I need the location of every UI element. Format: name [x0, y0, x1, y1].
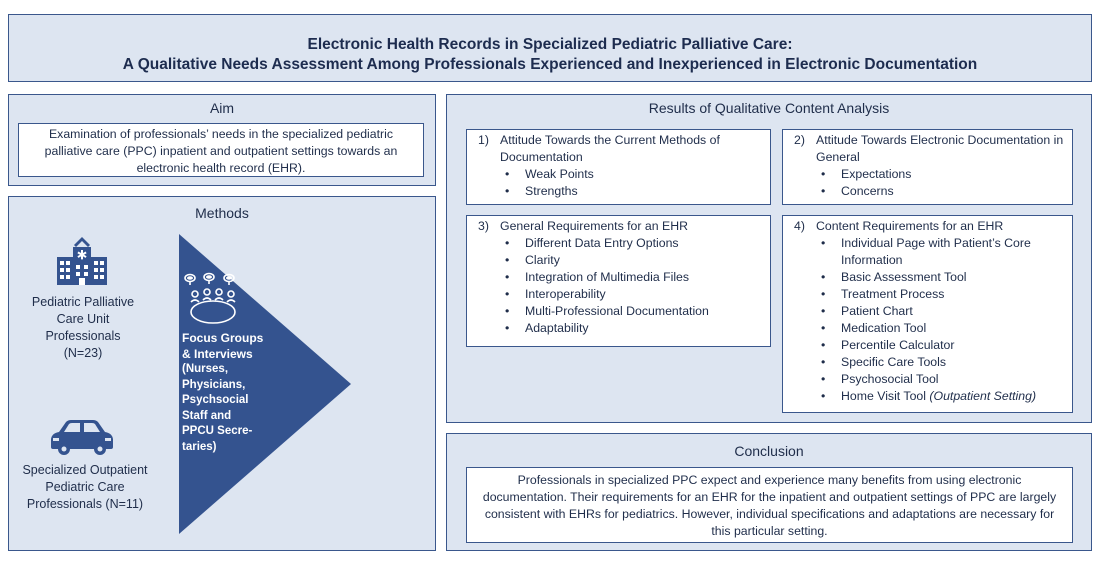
results-box-4: [782, 215, 1073, 413]
title-banner: [8, 14, 1092, 82]
conclusion-text-box: [466, 467, 1073, 543]
aim-heading: Aim: [209, 100, 235, 116]
list-item: • Multi-Professional Documentation: [500, 303, 764, 320]
focus-group-icon: [183, 272, 243, 332]
participants-line-3: Psychsocial: [182, 394, 249, 406]
title-line-1: Electronic Health Records in Specialized Pediatric Palliative Care:: [307, 36, 793, 53]
list-item: • Specific Care Tools: [816, 354, 1066, 371]
outpatient-label-line-1: Specialized Outpatient: [22, 463, 148, 477]
focus-groups-label: Focus Groups: [182, 331, 264, 345]
outpatient-professionals-label: [9, 462, 161, 513]
outpatient-label-line-2: Pediatric Care: [45, 480, 125, 494]
methods-heading: Methods: [195, 205, 249, 221]
list-item: • Clarity: [500, 252, 764, 269]
hospital-icon: [53, 235, 111, 287]
list-item: • Individual Page with Patient’s Core Information: [816, 235, 1066, 269]
ppcu-label-line-2: Care Unit: [56, 312, 110, 326]
car-icon: [49, 419, 115, 455]
conclusion-panel: [446, 433, 1092, 551]
box-3-title: General Requirements for an EHR: [500, 219, 688, 233]
participants-line-5: PPCU Secre-: [182, 425, 253, 437]
list-item: • Treatment Process: [816, 286, 1066, 303]
list-item: • Interoperability: [500, 286, 764, 303]
aim-text-box: [18, 123, 424, 177]
participants-line-1: (Nurses,: [182, 363, 229, 375]
home-visit-label: Home Visit Tool: [841, 389, 930, 403]
ppcu-label-line-1: Pediatric Palliative: [31, 295, 135, 309]
outpatient-label-line-3: Professionals (N=11): [26, 497, 144, 511]
results-box-1: [466, 129, 771, 205]
list-item: • Weak Points: [500, 166, 764, 183]
box-4-number: 4): [794, 219, 805, 233]
list-item: • Adaptability: [500, 320, 764, 337]
box-2-title: Attitude Towards Electronic Documentation in General: [816, 133, 1064, 164]
list-item: • Strengths: [500, 183, 764, 200]
box-4-title: Content Requirements for an EHR: [816, 219, 1004, 233]
aim-panel: [8, 94, 436, 186]
list-item: • Percentile Calculator: [816, 337, 1066, 354]
methods-triangle-text: [182, 331, 282, 455]
conclusion-text: Professionals in specialized PPC expect and experience many benefits from using electronic documentation. Their requirements for an EHR for the inpatient and outpatient settings of PPC are largely consistent with EHRs for pediatrics. However, individual specifications and adaptations are necessary for this particular setting.: [482, 473, 1057, 538]
aim-text: Examination of professionals’ needs in the specialized pediatric palliative care (PPC) inpatient and outpatient settings towards an electronic health record (EHR).: [44, 127, 398, 175]
list-item: • Integration of Multimedia Files: [500, 269, 764, 286]
conclusion-heading: Conclusion: [734, 443, 804, 459]
box-1-title: Attitude Towards the Current Methods of Documentation: [500, 133, 720, 164]
results-heading: Results of Qualitative Content Analysis: [648, 100, 890, 116]
list-item: • Concerns: [816, 183, 1066, 200]
list-item: • Expectations: [816, 166, 1066, 183]
box-2-number: 2): [794, 133, 805, 147]
ppcu-professionals-label: [15, 294, 151, 362]
list-item: • Basic Assessment Tool: [816, 269, 1066, 286]
list-item: • Different Data Entry Options: [500, 235, 764, 252]
participants-line-4: Staff and: [182, 409, 232, 422]
list-item: • Medication Tool: [816, 320, 1066, 337]
box-3-number: 3): [478, 219, 489, 233]
list-item: • Patient Chart: [816, 303, 1066, 320]
participants-line-6: taries): [182, 440, 217, 453]
home-visit-setting: (Outpatient Setting): [929, 389, 1037, 403]
box-1-number: 1): [478, 133, 489, 147]
ppcu-label-line-4: (N=23): [63, 346, 103, 360]
results-box-3: [466, 215, 771, 347]
interviews-label: & Interviews: [182, 346, 253, 361]
results-box-2: [782, 129, 1073, 205]
ppcu-label-line-3: Professionals: [45, 329, 121, 343]
list-item-home-visit: [816, 388, 1066, 405]
title-line-2: A Qualitative Needs Assessment Among Professionals Experienced and Inexperienced in Electronic Documentation: [122, 56, 978, 73]
results-panel: [446, 94, 1092, 423]
list-item: • Psychosocial Tool: [816, 371, 1066, 388]
participants-line-2: Physicians,: [182, 378, 246, 391]
